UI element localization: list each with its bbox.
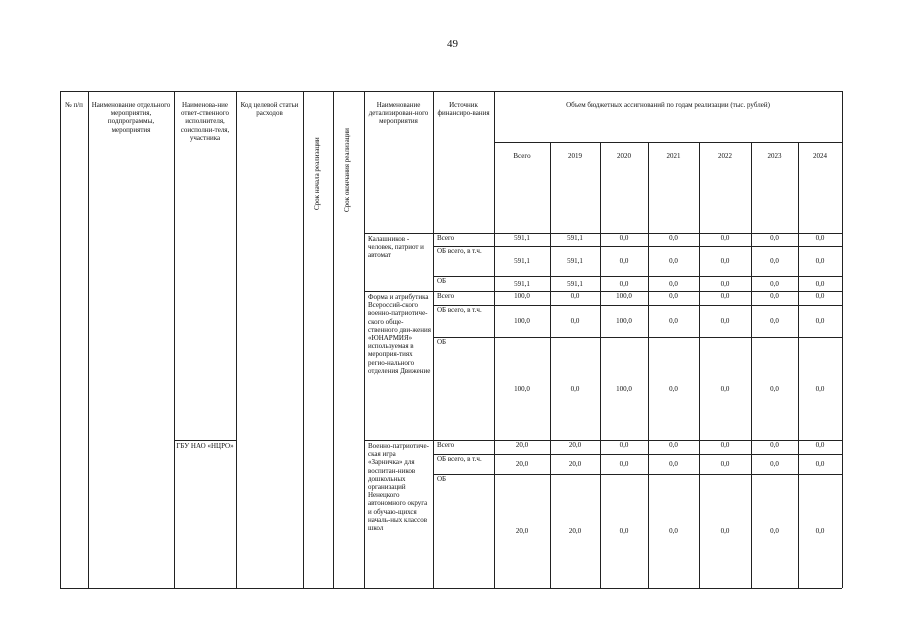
budget-value: 0,0 — [570, 292, 580, 300]
table-rule — [174, 91, 175, 588]
budget-value: 0,0 — [619, 527, 629, 535]
budget-value: 100,0 — [616, 292, 632, 300]
header-number: № п/п — [65, 101, 83, 109]
budget-value: 0,0 — [720, 234, 730, 242]
header-kbk: Код целевой статьи расходов — [240, 101, 299, 118]
budget-value: 0,0 — [770, 234, 779, 242]
budget-value: 0,0 — [619, 257, 629, 265]
table-rule — [798, 142, 799, 588]
budget-value: 0,0 — [770, 257, 779, 265]
budget-value: 100,0 — [616, 317, 632, 325]
budget-value: 591,1 — [567, 257, 583, 265]
year-header: 2021 — [666, 152, 681, 160]
budget-value: 0,0 — [720, 441, 730, 449]
budget-value: 0,0 — [770, 527, 779, 535]
table-rule — [600, 142, 601, 588]
budget-value: 0,0 — [570, 384, 580, 393]
budget-value: 100,0 — [514, 292, 530, 300]
budget-value: 591,1 — [567, 234, 583, 242]
table-rule — [433, 276, 842, 277]
funding-source: Всего — [437, 292, 455, 300]
table-rule — [333, 91, 334, 588]
table-rule — [648, 142, 649, 588]
year-header: 2022 — [718, 152, 732, 160]
budget-value: 0,0 — [720, 317, 730, 325]
table-rule — [364, 91, 365, 588]
budget-value: 0,0 — [619, 441, 629, 449]
year-header: 2023 — [767, 152, 782, 160]
header-end-date: Срок окончания реализации — [343, 128, 351, 212]
budget-value: 0,0 — [815, 527, 825, 535]
budget-value: 20,0 — [568, 460, 582, 468]
table-rule — [842, 91, 843, 588]
table-rule — [550, 142, 551, 588]
budget-value: 0,0 — [770, 317, 779, 325]
detail-activity: Форма и атрибутика Всероссий-ского военно-патриотиче-ского обще-ственного дви-жения «ЮНАРМИЯ» используемая в мероприя-тиях регио-нального отделения Движение — [368, 293, 431, 375]
table-rule — [236, 91, 237, 588]
budget-value: 20,0 — [568, 441, 582, 449]
funding-source: ОБ — [437, 475, 447, 483]
table-rule — [433, 474, 842, 475]
funding-source: Всего — [437, 234, 455, 242]
budget-value: 0,0 — [669, 441, 678, 449]
budget-value: 0,0 — [720, 257, 730, 265]
funding-source: ОБ всего, в т.ч. — [437, 247, 482, 255]
budget-value: 0,0 — [669, 292, 678, 300]
header-start-date: Срок начала реализации — [313, 137, 321, 210]
year-header: 2019 — [568, 152, 582, 160]
budget-value: 20,0 — [515, 460, 529, 468]
table-rule — [699, 142, 700, 588]
executor-name: ГБУ НАО «НЦРО» — [176, 442, 234, 450]
header-source: Источник финансиро-вания — [437, 101, 490, 118]
budget-value: 0,0 — [720, 527, 730, 535]
detail-activity: Военно-патриотиче-ская игра «Зарничка» для воспитан-ников дошкольных организаций Ненецкого автономного округа и обучаю-щихся началь-ных классов школ — [368, 442, 429, 533]
budget-value: 0,0 — [619, 279, 629, 288]
budget-value: 0,0 — [770, 441, 779, 449]
header-detail: Наименование детализирован-ного мероприятия — [368, 101, 429, 126]
budget-value: 0,0 — [815, 384, 825, 393]
table-rule — [433, 305, 842, 306]
year-header: Всего — [513, 152, 531, 160]
budget-value: 0,0 — [720, 460, 730, 468]
budget-value: 0,0 — [720, 384, 730, 393]
budget-value: 100,0 — [616, 384, 632, 393]
table-rule — [433, 246, 842, 247]
budget-value: 0,0 — [669, 527, 678, 535]
table-rule — [174, 440, 236, 441]
budget-value: 0,0 — [815, 317, 825, 325]
budget-value: 591,1 — [514, 234, 530, 242]
budget-value: 0,0 — [570, 317, 580, 325]
budget-value: 591,1 — [514, 279, 530, 288]
table-rule — [364, 588, 842, 589]
table-rule — [60, 91, 842, 92]
budget-value: 0,0 — [619, 234, 629, 242]
table-rule — [303, 91, 304, 588]
budget-value: 0,0 — [815, 292, 825, 300]
page-number: 49 — [447, 38, 458, 50]
header-executor: Наименова-ние ответ-ственного исполнителя, соисполни-теля, участника — [180, 101, 230, 142]
funding-source: ОБ всего, в т.ч. — [437, 306, 482, 314]
budget-value: 100,0 — [514, 384, 530, 393]
table-rule — [433, 454, 842, 455]
budget-value: 0,0 — [770, 292, 779, 300]
budget-value: 100,0 — [514, 317, 530, 325]
budget-value: 0,0 — [815, 460, 825, 468]
budget-value: 20,0 — [568, 527, 582, 535]
budget-value: 0,0 — [669, 460, 678, 468]
budget-value: 591,1 — [514, 257, 530, 265]
detail-activity: Калашников - человек, патриот и автомат — [368, 235, 424, 260]
table-rule — [494, 91, 495, 588]
funding-source: Всего — [437, 441, 455, 449]
budget-value: 0,0 — [669, 384, 678, 393]
header-volume: Объем бюджетных ассигнований по годам реализации (тыс. рублей) — [566, 101, 770, 109]
budget-value: 20,0 — [515, 527, 529, 535]
budget-value: 0,0 — [619, 460, 629, 468]
table-rule — [751, 142, 752, 588]
budget-value: 0,0 — [669, 317, 678, 325]
year-header: 2020 — [617, 152, 631, 160]
budget-value: 0,0 — [815, 234, 825, 242]
budget-value: 0,0 — [815, 257, 825, 265]
budget-value: 20,0 — [515, 441, 529, 449]
budget-value: 0,0 — [815, 279, 825, 288]
budget-value: 0,0 — [770, 460, 779, 468]
header-name: Наименование отдельного мероприятия, подпрограммы, мероприятия — [91, 101, 171, 134]
budget-value: 0,0 — [770, 384, 779, 393]
budget-value: 0,0 — [669, 279, 678, 288]
table-rule — [433, 91, 434, 588]
funding-source: ОБ — [437, 277, 447, 285]
table-rule — [60, 91, 61, 588]
budget-value: 0,0 — [815, 441, 825, 449]
year-header: 2024 — [813, 152, 827, 160]
table-rule — [494, 142, 842, 143]
funding-source: ОБ всего, в т.ч. — [437, 455, 482, 463]
budget-value: 0,0 — [669, 234, 678, 242]
budget-value: 0,0 — [720, 292, 730, 300]
budget-value: 0,0 — [720, 279, 730, 288]
funding-source: ОБ — [437, 338, 447, 346]
budget-value: 0,0 — [770, 279, 779, 288]
table-rule — [433, 337, 842, 338]
budget-value: 591,1 — [567, 279, 583, 288]
table-rule — [88, 91, 89, 588]
budget-value: 0,0 — [669, 257, 678, 265]
